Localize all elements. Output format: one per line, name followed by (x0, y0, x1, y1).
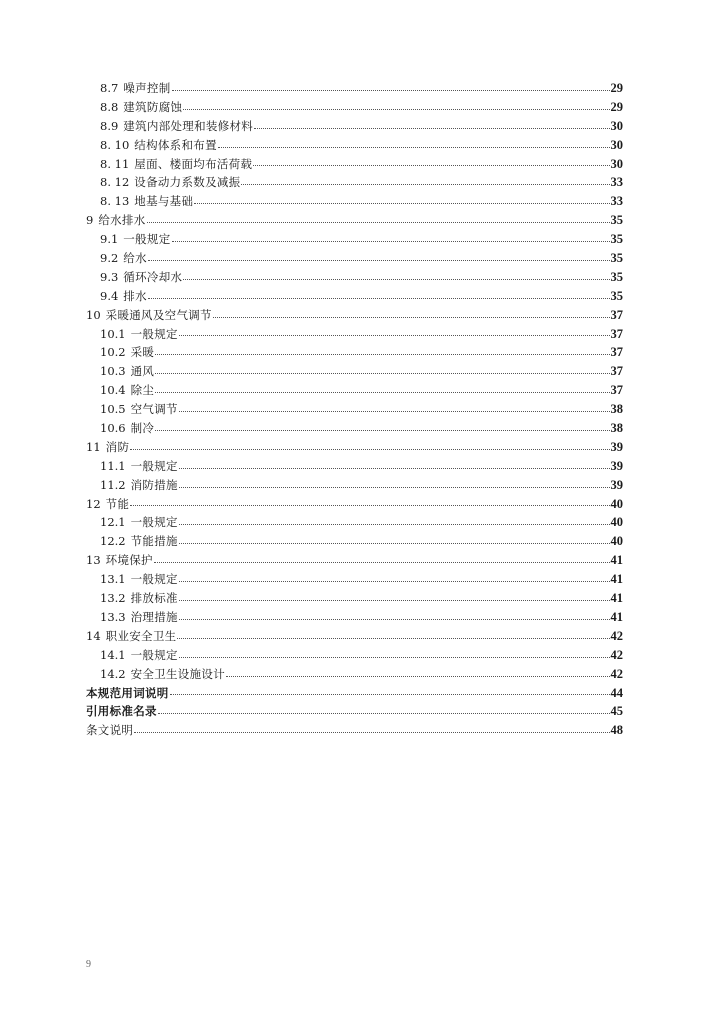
toc-entry-page: 39 (610, 477, 623, 492)
toc-chapter-entry[interactable] (86, 211, 623, 230)
toc-entry-title: 噪声控制 (123, 81, 171, 95)
toc-entry-title: 屋面、楼面均布活荷载 (134, 156, 253, 171)
toc-entry-page: 42 (610, 628, 623, 643)
toc-entry-number: 10.1 (100, 326, 126, 341)
toc-dot-leader (213, 316, 610, 318)
toc-entry-title: 空气调节 (130, 402, 178, 417)
toc-entry-number: 8.7 (100, 81, 119, 95)
toc-entry-number: 9 (86, 213, 94, 228)
toc-section-entry[interactable] (86, 79, 623, 98)
toc-dot-leader (179, 486, 610, 488)
toc-entry-number: 10.5 (100, 402, 126, 417)
toc-dot-leader (253, 164, 609, 166)
toc-dot-leader (179, 618, 610, 620)
toc-dot-leader (183, 108, 609, 110)
toc-section-entry[interactable] (86, 608, 623, 627)
toc-entry-title: 建筑内部处理和装修材料 (123, 118, 254, 133)
toc-entry-title: 节能 (105, 496, 130, 511)
toc-entry-title: 引用标准名录 (86, 704, 157, 719)
toc-section-entry[interactable] (86, 192, 623, 211)
toc-dot-leader (179, 334, 610, 336)
toc-entry-title: 条文说明 (86, 723, 134, 738)
toc-entry-page: 41 (610, 553, 623, 568)
toc-entry-title: 制冷 (130, 421, 155, 436)
toc-section-entry[interactable] (86, 457, 623, 476)
toc-section-entry[interactable] (86, 400, 623, 419)
toc-dot-leader (172, 89, 610, 91)
toc-entry-title: 一般规定 (130, 458, 178, 473)
toc-entry-number: 8. 12 (100, 175, 130, 190)
toc-entry-number: 10.4 (100, 383, 126, 398)
toc-entry-number: 14.2 (100, 666, 126, 681)
toc-dot-leader (183, 278, 609, 280)
toc-dot-leader (218, 146, 610, 148)
toc-dot-leader (172, 240, 610, 242)
toc-entry-page: 40 (610, 496, 623, 511)
toc-entry-title: 消防措施 (130, 477, 178, 492)
toc-entry-page: 29 (610, 81, 623, 95)
toc-chapter-entry[interactable] (86, 721, 623, 740)
toc-dot-leader (155, 391, 609, 393)
toc-entry-title: 采暖 (130, 345, 155, 360)
toc-section-entry[interactable] (86, 136, 623, 155)
toc-section-entry[interactable] (86, 381, 623, 400)
page-number: 9 (86, 959, 91, 970)
toc-entry-page: 30 (610, 137, 623, 152)
toc-entry-number: 9.1 (100, 232, 119, 247)
toc-dot-leader (130, 448, 609, 450)
toc-dot-leader (179, 542, 610, 544)
toc-dot-leader (158, 712, 610, 714)
toc-entry-number: 13.2 (100, 591, 126, 606)
toc-section-entry[interactable] (86, 155, 623, 174)
toc-section-entry[interactable] (86, 570, 623, 589)
toc-entry-page: 42 (610, 647, 623, 662)
toc-section-entry[interactable] (86, 117, 623, 136)
toc-entry-page: 42 (610, 666, 623, 681)
toc-entry-page: 33 (610, 194, 623, 209)
toc-entry-number: 14.1 (100, 647, 126, 662)
toc-entry-number: 11 (86, 439, 101, 454)
toc-entry-title: 通风 (130, 364, 155, 379)
toc-entry-number: 10.3 (100, 364, 126, 379)
toc-dot-leader (179, 410, 610, 412)
toc-entry-title: 环境保护 (105, 553, 153, 568)
toc-dot-leader (226, 675, 609, 677)
toc-section-entry[interactable] (86, 419, 623, 438)
toc-entry-title: 设备动力系数及减振 (134, 175, 241, 190)
toc-entry-title: 安全卫生设施设计 (130, 666, 226, 681)
toc-entry-number: 10.6 (100, 421, 126, 436)
toc-entry-number: 8. 10 (100, 137, 130, 152)
toc-entry-title: 职业安全卫生 (105, 628, 177, 643)
toc-entry-number: 14 (86, 628, 101, 643)
toc-entry-title: 给水排水 (98, 213, 146, 228)
toc-section-entry[interactable] (86, 98, 623, 117)
toc-entry-page: 45 (610, 704, 623, 719)
toc-entry-number: 9.2 (100, 251, 119, 266)
toc-entry-title: 消防 (105, 439, 130, 454)
toc-entry-title: 循环冷却水 (123, 269, 183, 284)
toc-entry-page: 37 (610, 307, 623, 322)
toc-entry-page: 38 (610, 402, 623, 417)
toc-entry-number: 9.4 (100, 288, 119, 303)
toc-entry-title: 节能措施 (130, 534, 178, 549)
toc-entry-page: 35 (610, 269, 623, 284)
toc-dot-leader (155, 429, 609, 431)
toc-section-entry[interactable] (86, 362, 623, 381)
toc-entry-title: 排放标准 (130, 591, 178, 606)
toc-section-entry[interactable] (86, 646, 623, 665)
toc-entry-number: 13 (86, 553, 101, 568)
toc-entry-page: 41 (610, 572, 623, 587)
toc-entry-number: 10 (86, 307, 101, 322)
toc-entry-title: 除尘 (130, 383, 155, 398)
toc-entry-title: 地基与基础 (134, 194, 194, 209)
toc-entry-number: 11.2 (100, 477, 126, 492)
toc-dot-leader (179, 580, 610, 582)
toc-dot-leader (179, 656, 610, 658)
toc-entry-number: 13.1 (100, 572, 126, 587)
toc-entry-page: 37 (610, 326, 623, 341)
toc-entry-title: 一般规定 (130, 647, 178, 662)
toc-chapter-entry[interactable] (86, 306, 623, 325)
toc-entry-number: 10.2 (100, 345, 126, 360)
toc-entry-page: 33 (610, 175, 623, 190)
toc-entry-title: 采暖通风及空气调节 (105, 307, 212, 322)
toc-entry-title: 一般规定 (130, 326, 178, 341)
toc-section-entry[interactable] (86, 268, 623, 287)
toc-entry-title: 结构体系和布置 (134, 137, 217, 152)
toc-entry-number: 12.1 (100, 515, 126, 530)
toc-dot-leader (154, 561, 610, 563)
toc-section-entry[interactable] (86, 173, 623, 192)
toc-entry-page: 39 (610, 458, 623, 473)
toc-section-entry[interactable] (86, 476, 623, 495)
toc-entry-page: 40 (610, 534, 623, 549)
toc-dot-leader (241, 183, 609, 185)
toc-entry-page: 35 (610, 288, 623, 303)
toc-entry-page: 30 (610, 156, 623, 171)
toc-dot-leader (179, 599, 610, 601)
toc-entry-number: 12 (86, 496, 101, 511)
toc-section-entry[interactable] (86, 532, 623, 551)
toc-dot-leader (170, 693, 610, 695)
toc-entry-number: 11.1 (100, 458, 126, 473)
toc-dot-leader (179, 467, 610, 469)
toc-section-entry[interactable] (86, 287, 623, 306)
toc-section-entry[interactable] (86, 249, 623, 268)
toc-chapter-entry[interactable] (86, 551, 623, 570)
toc-dot-leader (147, 221, 610, 223)
table-of-contents (86, 79, 623, 740)
toc-entry-page: 37 (610, 345, 623, 360)
toc-entry-page: 29 (610, 99, 623, 114)
toc-entry-title: 建筑防腐蚀 (123, 99, 183, 114)
toc-entry-page: 41 (610, 609, 623, 624)
toc-entry-page: 35 (610, 232, 623, 247)
toc-entry-page: 38 (610, 421, 623, 436)
toc-dot-leader (148, 297, 610, 299)
toc-dot-leader (148, 259, 610, 261)
toc-entry-page: 48 (610, 723, 623, 738)
toc-chapter-entry[interactable] (86, 495, 623, 514)
toc-entry-page: 40 (610, 515, 623, 530)
toc-chapter-entry[interactable] (86, 627, 623, 646)
toc-dot-leader (194, 202, 609, 204)
toc-dot-leader (155, 353, 609, 355)
toc-section-entry[interactable] (86, 665, 623, 684)
toc-section-entry[interactable] (86, 513, 623, 532)
toc-entry-page: 44 (610, 685, 623, 700)
toc-entry-page: 35 (610, 251, 623, 266)
toc-entry-number: 13.3 (100, 609, 126, 624)
toc-entry-number: 8.8 (100, 99, 119, 114)
toc-section-entry[interactable] (86, 230, 623, 249)
toc-entry-title: 一般规定 (130, 515, 178, 530)
toc-entry-page: 39 (610, 439, 623, 454)
toc-entry-number: 12.2 (100, 534, 126, 549)
toc-entry-title: 给水 (123, 251, 147, 266)
toc-entry-title: 排水 (123, 288, 147, 303)
toc-dot-leader (254, 127, 609, 129)
toc-entry-number: 8.9 (100, 118, 119, 133)
toc-chapter-entry[interactable] (86, 702, 623, 721)
toc-section-entry[interactable] (86, 343, 623, 362)
toc-entry-title: 一般规定 (130, 572, 178, 587)
toc-chapter-entry[interactable] (86, 684, 623, 703)
toc-entry-title: 治理措施 (130, 609, 178, 624)
toc-entry-title: 一般规定 (123, 232, 171, 247)
toc-dot-leader (177, 637, 609, 639)
toc-entry-page: 37 (610, 364, 623, 379)
toc-entry-page: 35 (610, 213, 623, 228)
toc-entry-number: 8. 11 (100, 156, 130, 171)
toc-chapter-entry[interactable] (86, 438, 623, 457)
toc-entry-title: 本规范用词说明 (86, 685, 169, 700)
toc-section-entry[interactable] (86, 325, 623, 344)
toc-dot-leader (179, 523, 610, 525)
toc-entry-number: 9.3 (100, 269, 119, 284)
toc-entry-number: 8. 13 (100, 194, 130, 209)
toc-entry-page: 30 (610, 118, 623, 133)
toc-dot-leader (134, 731, 609, 733)
toc-entry-page: 41 (610, 591, 623, 606)
toc-dot-leader (130, 504, 609, 506)
toc-dot-leader (155, 372, 609, 374)
toc-entry-page: 37 (610, 383, 623, 398)
toc-section-entry[interactable] (86, 589, 623, 608)
